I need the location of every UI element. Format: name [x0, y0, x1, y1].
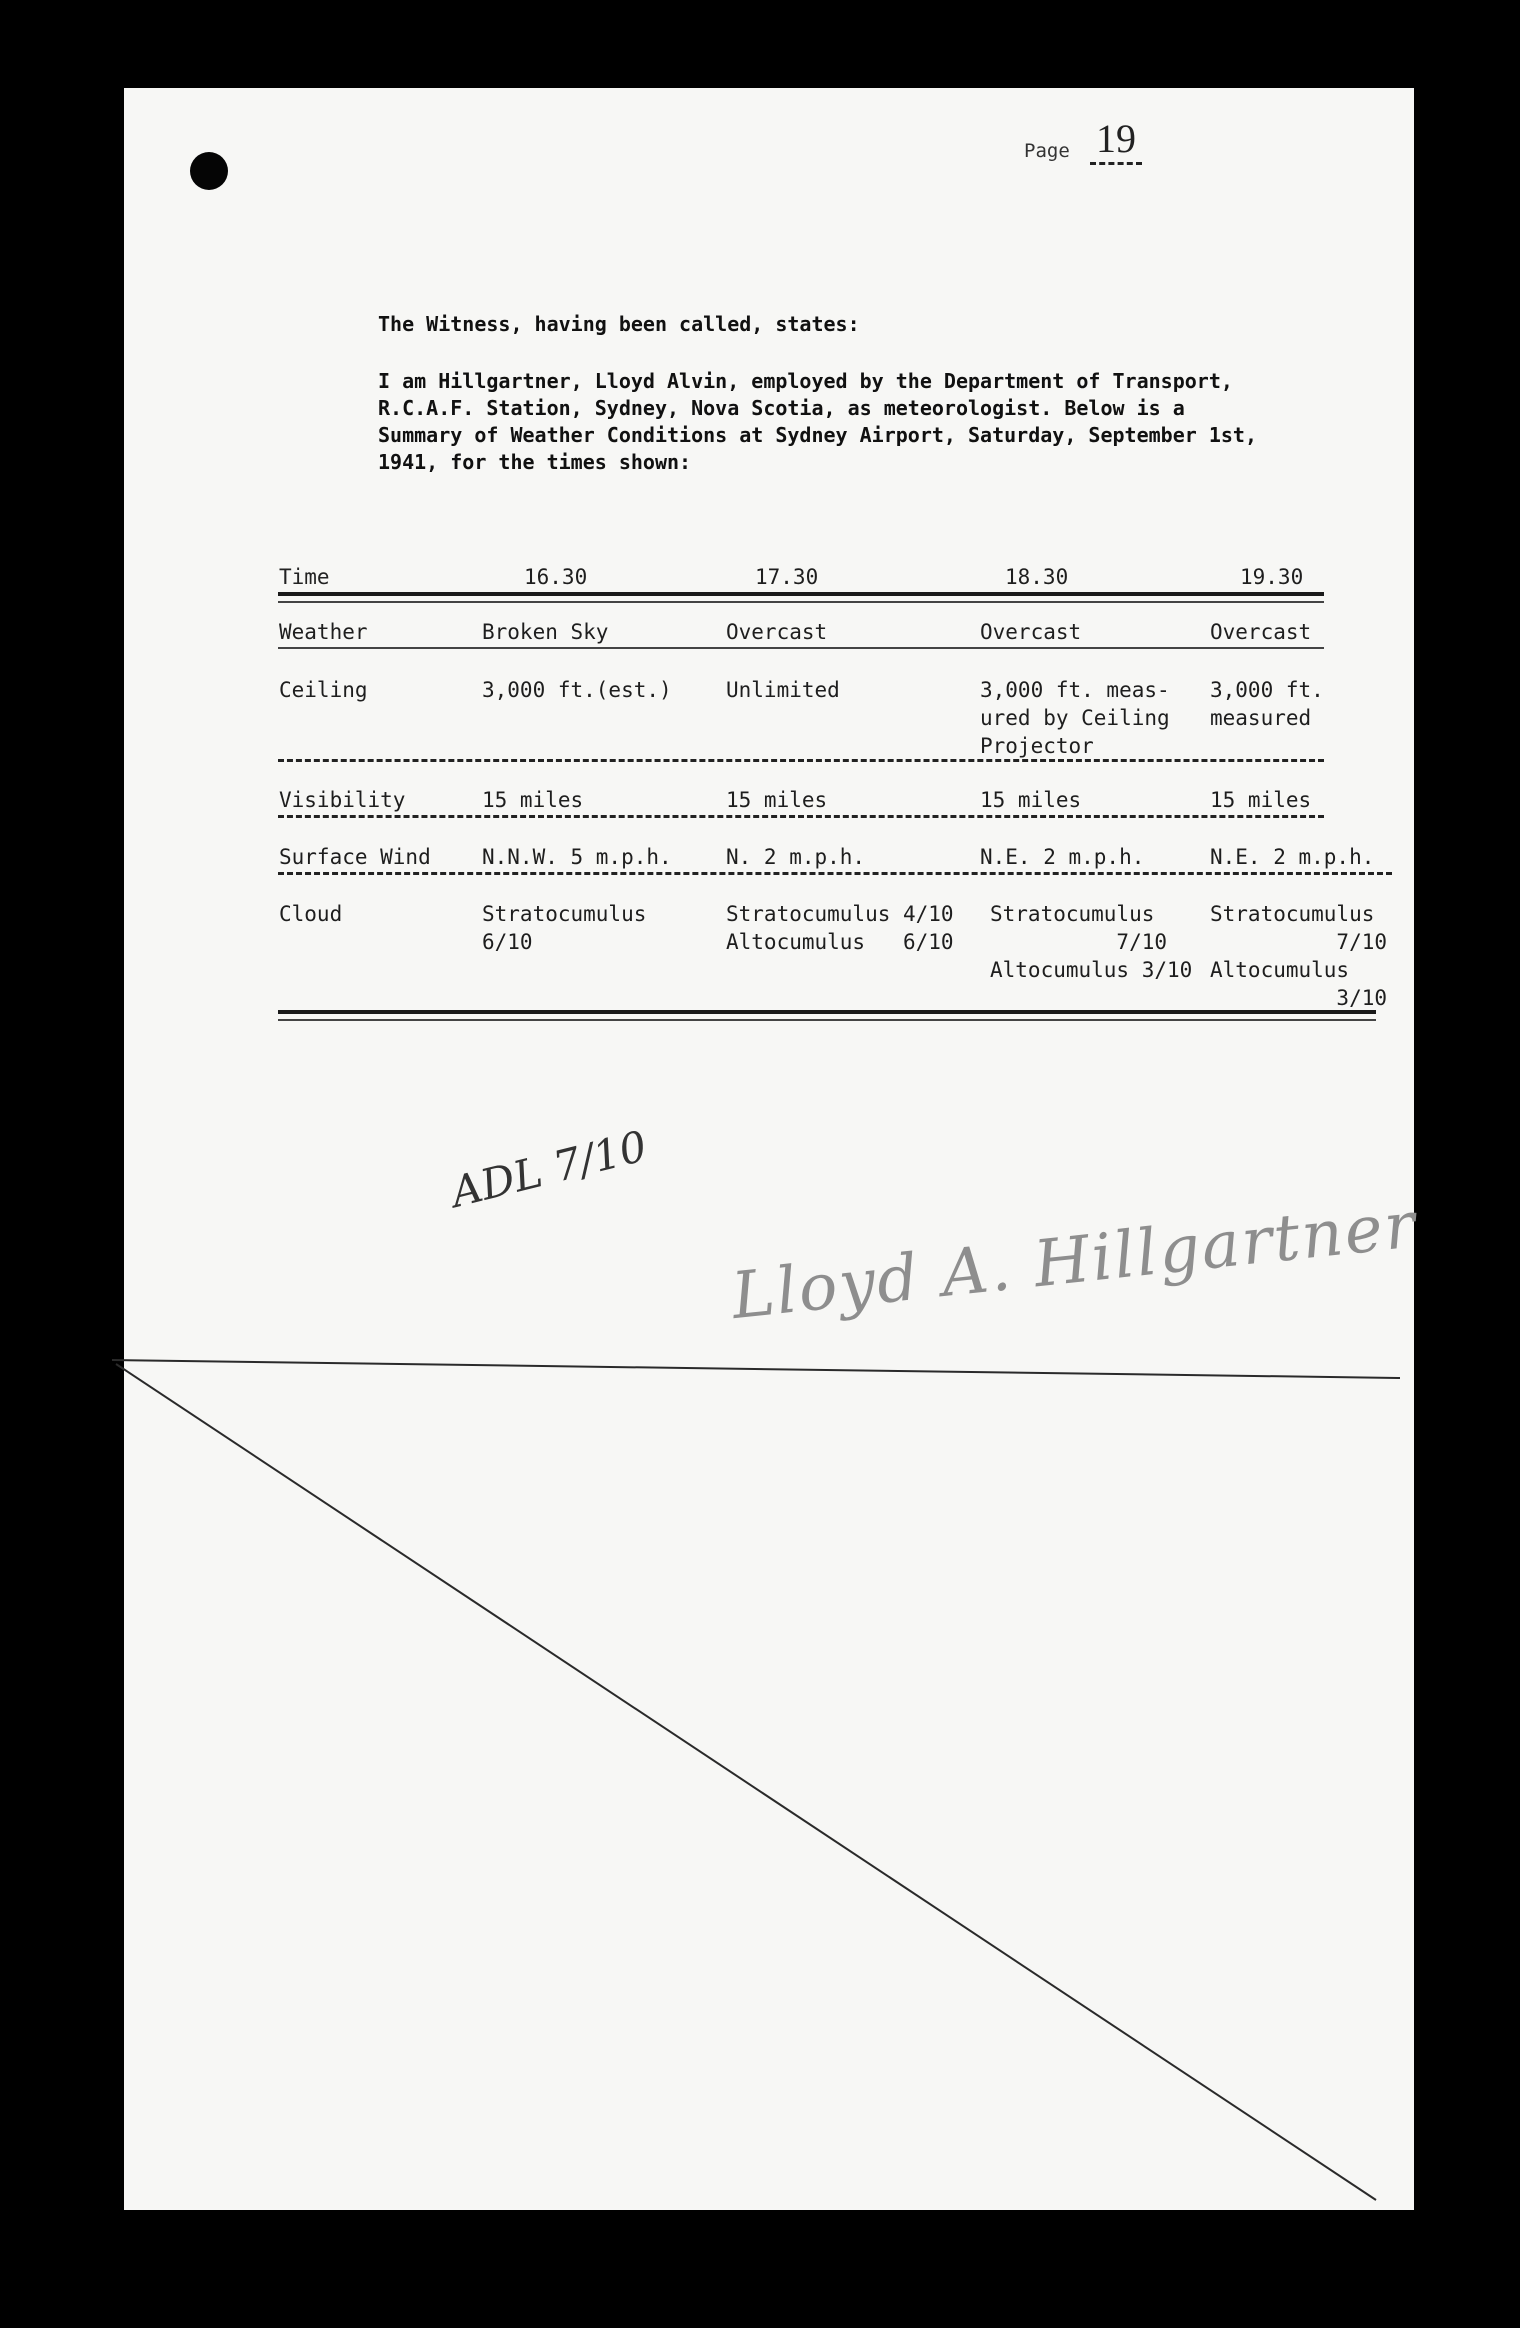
- page-label: Page: [1024, 140, 1070, 162]
- header-time-label: Time: [279, 565, 330, 589]
- table-cell: Overcast: [726, 620, 828, 644]
- table-cell: Stratocumulus 7/10 Altocumulus 3/10: [990, 902, 1193, 982]
- header-time-1: 16.30: [524, 565, 588, 589]
- intro-line: The Witness, having been called, states:: [378, 312, 860, 336]
- table-cell: N.E. 2 m.p.h.: [980, 845, 1145, 869]
- row-rule: [278, 815, 1324, 818]
- row-label-cloud: Cloud: [279, 902, 343, 926]
- row-rule: [278, 647, 1324, 649]
- row-rule: [278, 759, 1324, 762]
- table-cell: 15 miles: [482, 788, 584, 812]
- punch-hole: [190, 152, 228, 190]
- table-cell: N.N.W. 5 m.p.h.: [482, 845, 672, 869]
- table-cell: Overcast: [980, 620, 1082, 644]
- table-cell: 15 miles: [726, 788, 828, 812]
- table-cell: 15 miles: [1210, 788, 1312, 812]
- table-cell: Broken Sky: [482, 620, 609, 644]
- table-cell: 3,000 ft.(est.): [482, 678, 672, 702]
- header-time-4: 19.30: [1240, 565, 1304, 589]
- page-number: 19: [1090, 116, 1142, 165]
- header-rule: [278, 592, 1324, 596]
- table-cell: 3,000 ft. measured: [1210, 678, 1324, 730]
- row-label-weather: Weather: [279, 620, 368, 644]
- row-label-surface-wind: Surface Wind: [279, 845, 431, 869]
- header-time-3: 18.30: [1005, 565, 1069, 589]
- table-cell: Overcast: [1210, 620, 1312, 644]
- witness-statement: I am Hillgartner, Lloyd Alvin, employed by the Department of Transport, R.C.A.F. Station, Sydney, Nova Scotia, as meteorologist. Below is a Summary of Weather Conditions at Sydney Airport, Saturday, September 1st, 1941, for the times shown:: [378, 369, 1257, 474]
- table-bottom-rule-2: [278, 1019, 1376, 1021]
- table-bottom-rule: [278, 1010, 1376, 1014]
- table-cell: Stratocumulus 4/10 Altocumulus 6/10: [726, 902, 954, 954]
- table-cell: 15 miles: [980, 788, 1082, 812]
- table-cell: Stratocumulus 7/10 Altocumulus 3/10: [1210, 902, 1388, 1010]
- row-label-ceiling: Ceiling: [279, 678, 368, 702]
- table-cell: N. 2 m.p.h.: [726, 845, 866, 869]
- row-rule: [278, 872, 1392, 875]
- table-cell: 3,000 ft. meas- ured by Ceiling Projector: [980, 678, 1170, 758]
- row-label-visibility: Visibility: [279, 788, 406, 812]
- table-cell: N.E. 2 m.p.h.: [1210, 845, 1375, 869]
- table-cell: Stratocumulus 6/10: [482, 902, 647, 954]
- table-cell: Unlimited: [726, 678, 840, 702]
- header-rule-2: [278, 601, 1324, 603]
- handwritten-signature: Lloyd A. Hillgartner: [728, 1188, 1421, 1334]
- header-time-2: 17.30: [755, 565, 819, 589]
- handwritten-annotation: ADL 7/10: [446, 1121, 652, 1217]
